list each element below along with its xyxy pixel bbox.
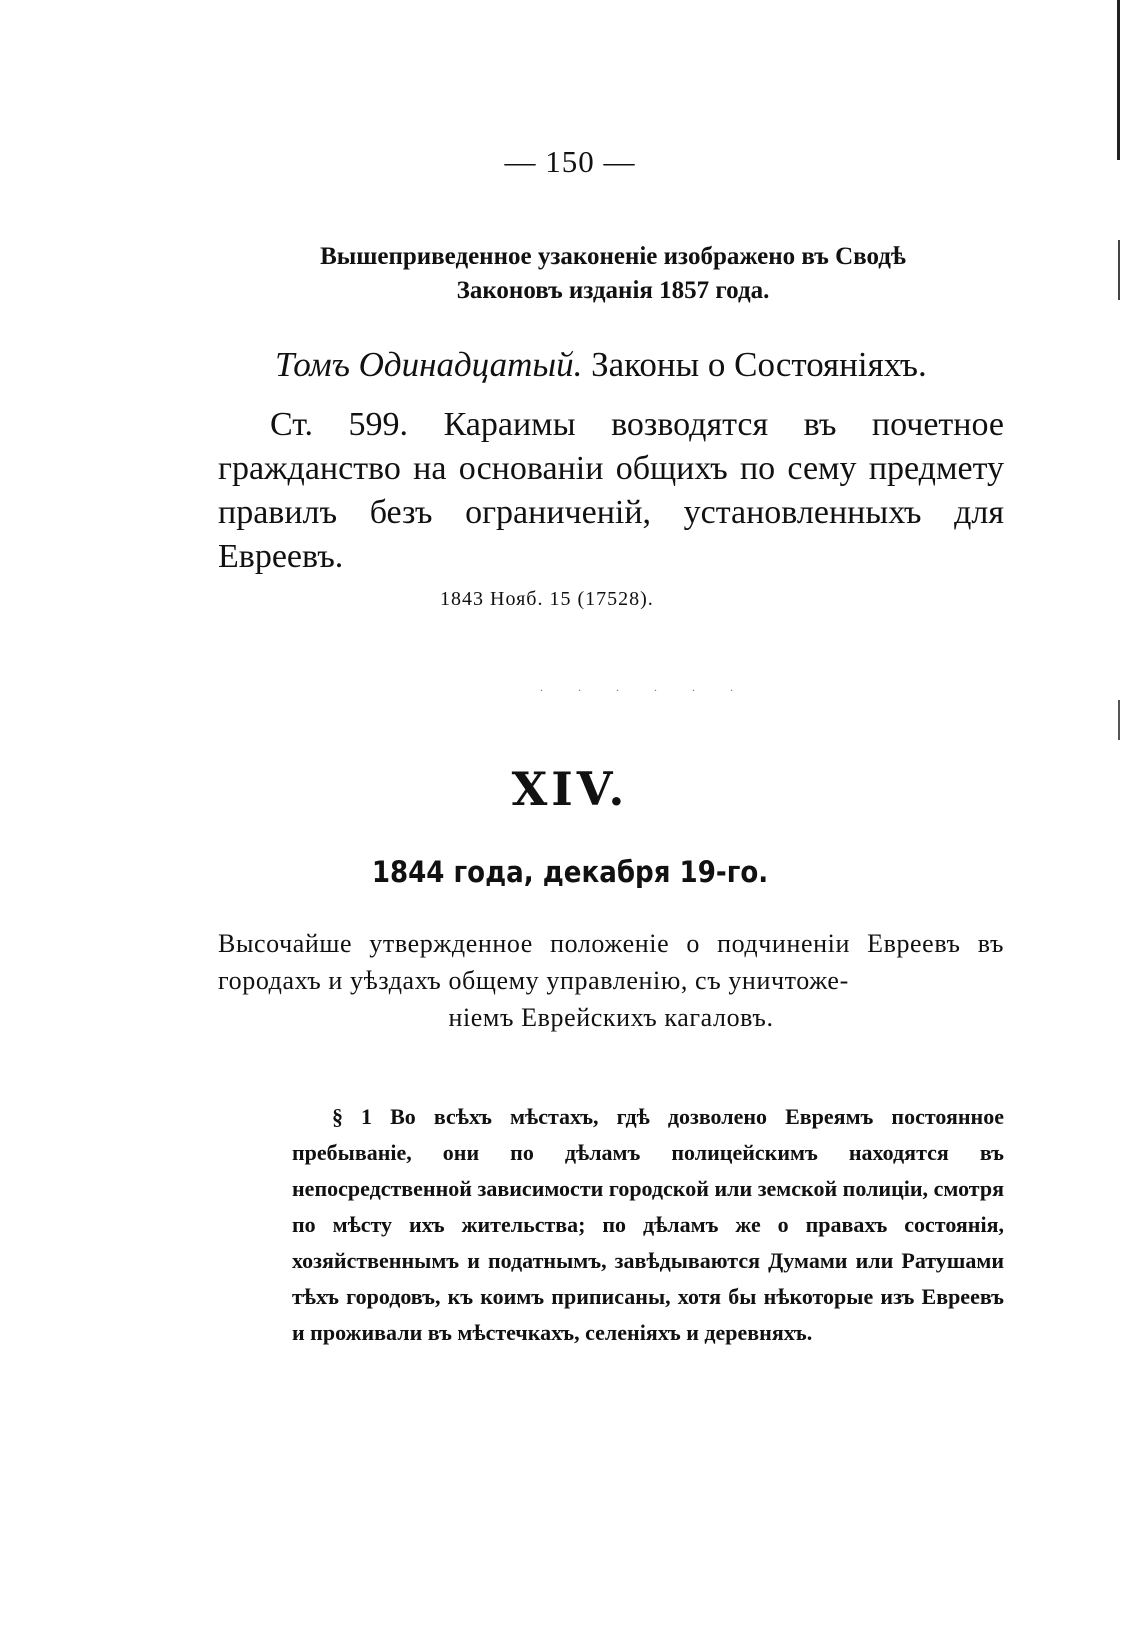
paragraph-body: пребываніе, они по дѣламъ полицейскимъ находятся въ непосредственной зависимости городской или земской полиціи, смотря по мѣсту ихъ жительства; по дѣламъ же о правахъ состоянія, хозяйственнымъ и податнымъ, завѣдываются Думами или Ратушами тѣхъ городовъ, къ коимъ приписаны, хотя бы нѣкоторые изъ Евреевъ и проживали въ мѣстечкахъ, селеніяхъ и деревняхъ.: [292, 1140, 1004, 1345]
page-number: — 150 —: [504, 144, 636, 179]
citation: 1843 Нояб. 15 (17528).: [440, 588, 654, 610]
scan-edge-rule: [1117, 0, 1120, 160]
tome-heading: [275, 343, 1005, 387]
article-body: гражданство на основаніи общихъ по сему предмету правилъ безъ ограниченій, установленныхъ для Евреевъ.: [218, 450, 1004, 575]
section-date: 1844 года, декабря 19-го.: [371, 855, 769, 889]
tome-title: Законы о Состояніяхъ.: [591, 345, 927, 384]
decree-title: [218, 925, 1004, 1036]
article-599: [218, 403, 1004, 579]
intro-line-1: Вышеприведенное узаконеніе изображено въ Сводѣ: [320, 243, 906, 270]
intro-note: [228, 240, 998, 308]
scan-edge-rule: [1118, 700, 1120, 740]
section-number: XIV.: [511, 762, 629, 816]
scan-edge-rule: [1118, 240, 1120, 300]
separator: . . . . . .: [540, 680, 749, 694]
intro-line-2: Законовъ изданія 1857 года.: [456, 277, 770, 304]
tome-volume: Томъ Одинадцатый.: [275, 345, 583, 384]
decree-title-main: Высочайше утвержденное положеніе о подчиненіи Евреевъ въ городахъ и уѣздахъ общему управленію, съ уничтоже-: [218, 929, 1004, 995]
paragraph-lead: § 1 Во всѣхъ мѣстахъ, гдѣ дозволено Евреямъ постоянное: [332, 1104, 1004, 1129]
decree-title-last: ніемъ Еврейскихъ кагаловъ.: [448, 1003, 774, 1032]
article-lead: Ст. 599. Караимы возводятся въ почетное: [270, 406, 1004, 443]
paragraph-1: [292, 1099, 1004, 1351]
